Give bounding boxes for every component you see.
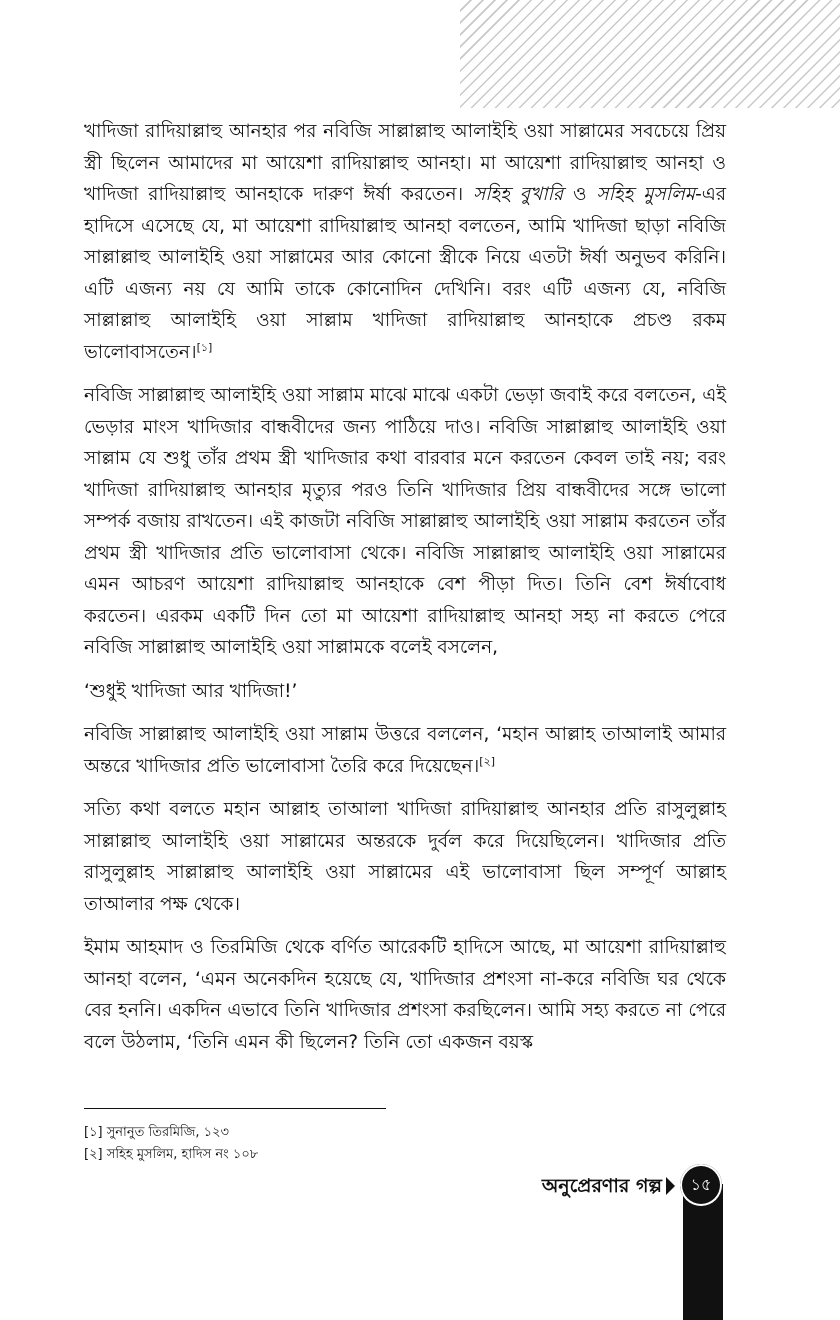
paragraph-3-quote: ‘শুধুই খাদিজা আর খাদিজা!’ xyxy=(84,680,298,702)
decorative-hatch-pattern xyxy=(460,0,840,108)
book-name-bukhari: সহিহ বুখারি xyxy=(472,184,564,205)
footnote-2: [২] সহিহ মুসলিম, হাদিস নং ১০৮ xyxy=(84,1147,259,1162)
footnote-1: [১] সুনানুত তিরমিজি, ১২৩ xyxy=(84,1125,229,1140)
paragraph-4 xyxy=(84,719,726,782)
paragraph-4-text: নবিজি সাল্লাল্লাহু আলাইহি ওয়া সাল্লাম উত্তরে বললেন, ‘মহান আল্লাহ তাআলাই আমার অন্তরে খাদিজার প্রতি ভালোবাসা তৈরি করে দিয়েছেন। xyxy=(84,724,726,777)
page-body xyxy=(84,116,726,1070)
paragraph-5: সত্যি কথা বলতে মহান আল্লাহ তাআলা খাদিজা রাদিয়াল্লাহু আনহার প্রতি রাসুলুল্লাহ সাল্লাল্লাহু আলাইহি ওয়া সাল্লামের অন্তরকে দুর্বল করে দিয়েছিলেন। খাদিজার প্রতি রাসুলুল্লাহ সাল্লাল্লাহু আলাইহি ওয়া সাল্লামের এই ভালোবাসা ছিল সম্পূর্ণ আল্লাহ তাআলার পক্ষ থেকে। xyxy=(84,799,726,915)
paragraph-1-text-b: -এর হাদিসে এসেছে যে, মা আয়েশা রাদিয়াল্লাহু আনহা বলতেন, আমি খাদিজা ছাড়া নবিজি সাল্লাল্লাহু আলাইহি ওয়া সাল্লামের আর কোনো স্ত্রীকে নিয়ে এতটা ঈর্ষা অনুভব করিনি। এটি এজন্য নয় যে আমি তাকে কোনোদিন দেখিনি। বরং এটি এজন্য যে, নবিজি সাল্লাল্লাহু আলাইহি ওয়া সাল্লাম খাদিজা রাদিয়াল্লাহু আনহাকে প্রচণ্ড রকম ভালোবাসতেন। xyxy=(84,184,727,363)
running-footer-book-title: অনুপ্রেরণার গল্প xyxy=(541,1175,662,1197)
triangle-right-icon xyxy=(666,1177,675,1195)
footnote-ref-2: [২] xyxy=(479,754,496,768)
footnote-ref-1: [১] xyxy=(196,340,213,354)
footnotes xyxy=(84,1122,584,1166)
book-name-muslim: সহিহ মুসলিম xyxy=(596,184,696,205)
page-number: ১৫ xyxy=(690,1175,712,1194)
conjunction: ও xyxy=(572,184,587,205)
paragraph-2: নবিজি সাল্লাল্লাহু আলাইহি ওয়া সাল্লাম মাঝে মাঝে একটা ভেড়া জবাই করে বলতেন, এই ভেড়ার মাংস খাদিজার বান্ধবীদের জন্য পাঠিয়ে দাও। নবিজি সাল্লাল্লাহু আলাইহি ওয়া সাল্লাম যে শুধু তাঁর প্রথম স্ত্রী খাদিজার কথা বারবার মনে করতেন কেবল তাই নয়; বরং খাদিজা রাদিয়াল্লাহু আনহার মৃত্যুর পরও তিনি খাদিজার প্রিয় বান্ধবীদের সঙ্গে ভালো সম্পর্ক বজায় রাখতেন। এই কাজটা নবিজি সাল্লাল্লাহু আলাইহি ওয়া সাল্লাম করতেন তাঁর প্রথম স্ত্রী খাদিজার প্রতি ভালোবাসা থেকে। নবিজি সাল্লাল্লাহু আলাইহি ওয়া সাল্লামের এমন আচরণ আয়েশা রাদিয়াল্লাহু আনহাকে বেশ পীড়া দিত। তিনি বেশ ঈর্ষাবোধ করতেন। এরকম একটি দিন তো মা আয়েশা রাদিয়াল্লাহু আনহা সহ্য না করতে পেরে নবিজি সাল্লাল্লাহু আলাইহি ওয়া সাল্লামকে বলেই বসলেন, xyxy=(84,385,726,658)
paragraph-1 xyxy=(84,116,726,368)
page-number-badge xyxy=(680,1164,722,1206)
paragraph-1-text-a: খাদিজা রাদিয়াল্লাহু আনহার পর নবিজি সাল্লাল্লাহু আলাইহি ওয়া সাল্লামের সবচেয়ে প্রিয় স্ত্রী ছিলেন আমাদের মা আয়েশা রাদিয়াল্লাহু আনহা। মা আয়েশা রাদিয়াল্লাহু আনহা ও খাদিজা রাদিয়াল্লাহু আনহাকে দারুণ ঈর্ষা করতেন। xyxy=(84,121,726,205)
paragraph-6: ইমাম আহমাদ ও তিরমিজি থেকে বর্ণিত আরেকটি হাদিসে আছে, মা আয়েশা রাদিয়াল্লাহু আনহা বলেন, ‘এমন অনেকদিন হয়েছে যে, খাদিজার প্রশংসা না-করে নবিজি ঘর থেকে বের হননি। একদিন এভাবে তিনি খাদিজার প্রশংসা করছিলেন। আমি সহ্য করতে না পেরে বলে উঠলাম, ‘তিনি এমন কী ছিলেন? তিনি তো একজন বয়স্ক xyxy=(84,937,726,1053)
footnote-divider xyxy=(84,1108,386,1109)
